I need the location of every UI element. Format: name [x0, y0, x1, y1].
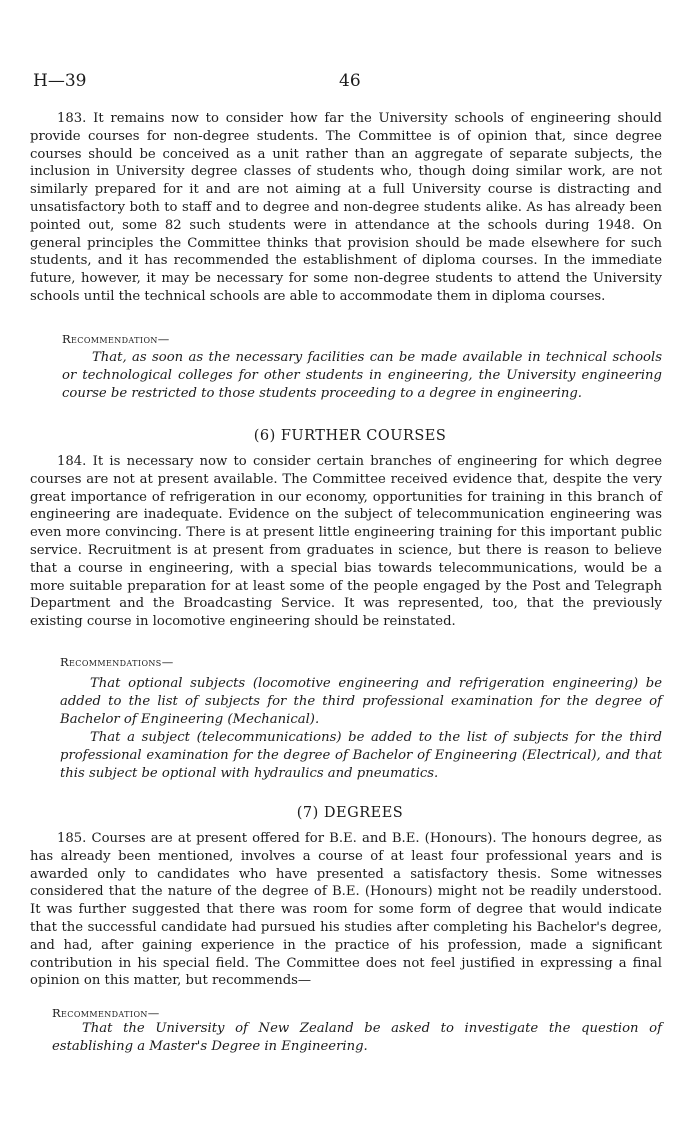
recommendations-label: Recommendations— [60, 655, 174, 669]
document-code: H—39 [33, 71, 87, 91]
recommendation-label: Recommendation— [62, 332, 170, 346]
section-heading-degrees: (7) DEGREES [296, 805, 404, 821]
recommendation-text: That, as soon as the necessary facilities can be made available in technical schools or technological colleges for other students in engineering, the University engineering course be restricted to those students proceeding to a degree in engineering. [62, 350, 662, 401]
paragraph-184: 184. It is necessary now to consider certain branches of engineering for which degree courses are not at present available. The Committee received evidence that, despite the very great importance of refrigeration in our economy, opportunities for training in this branch of engineering are inadequate. Evidence on the subject of telecommunication engineering was even more convincing. There is at present little engineering training for this important public service. Recruitment is at present from graduates in science, but there is reason to believe that a course in engineering, with a special bias towards telecommunications, would be a more suitable preparation for at least some of the people engaged by the Post and Telegraph Department and the Broadcasting Service. It was represented, too, that the previously existing course in locomotive engineering should be reinstated. [30, 454, 662, 630]
section-heading-further-courses: (6) FURTHER COURSES [253, 428, 447, 444]
recommendation-label-degrees: Recommendation— [52, 1006, 160, 1020]
paragraph-185: 185. Courses are at present offered for B.E. and B.E. (Honours). The honours degree, as has already been mentioned, involves a course of at least four professional years and is awarded only to candidates who have presented a satisfactory thesis. Some witnesses considered that the nature of the degree of B.E. (Honours) might not be readily understood. It was further suggested that there was room for some form of degree that would indicate that the successful candidate had pursued his studies after completing his Bachelor's degree, and had, after gaining experience in the practice of his profession, made a significant contribution in his special field. The Committee does not feel justified in expressing a final opinion on this matter, but recommends— [30, 831, 662, 989]
page-number: 46 [339, 71, 361, 91]
recommendation-text-b: That a subject (telecommunications) be added to the list of subjects for the third professional examination for the degree of Bachelor of Engineering (Electrical), and that this subject be optional with hydraulics and pneumatics. [60, 730, 662, 781]
page-header [33, 71, 667, 93]
recommendation-text-degrees: That the University of New Zealand be asked to investigate the question of establishing a Master's Degree in Engineering. [52, 1021, 662, 1054]
recommendation-text-a: That optional subjects (locomotive engineering and refrigeration engineering) be added to the list of subjects for the third professional examination for the degree of Bachelor of Engineering (Mechanical). [60, 676, 662, 727]
paragraph-183: 183. It remains now to consider how far the University schools of engineering should provide courses for non-degree students. The Committee is of opinion that, since degree courses should be conceived as a unit rather than an aggregate of separate subjects, the inclusion in University degree classes of students who, though doing similar work, are not similarly prepared for it and are not aiming at a full University course is distracting and unsatisfactory both to staff and to degree and non-degree students alike. As has already been pointed out, some 82 such students were in attendance at the schools during 1948. On general principles the Committee thinks that provision should be made elsewhere for such students, and it has recommended the establishment of diploma courses. In the immediate future, however, it may be necessary for some non-degree students to attend the University schools until the technical schools are able to accommodate them in diploma courses. [30, 111, 662, 304]
